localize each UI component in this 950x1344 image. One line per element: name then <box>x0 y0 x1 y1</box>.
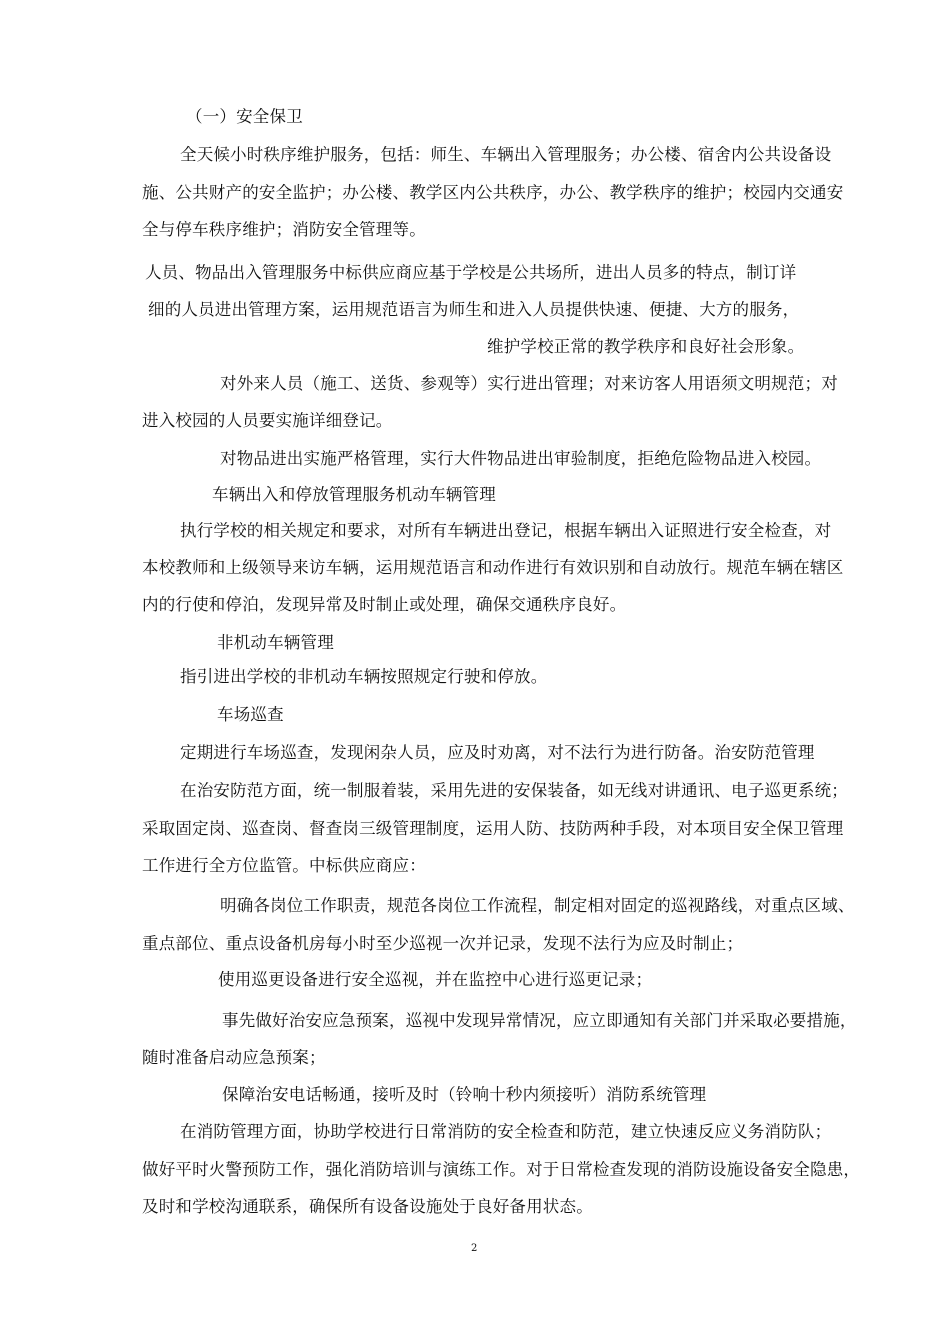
paragraph-line: 随时准备启动应急预案； <box>142 1048 326 1067</box>
paragraph-line: 保障治安电话畅通，接听及时（铃响十秒内须接听）消防系统管理 <box>222 1085 707 1104</box>
paragraph-line: 细的人员进出管理方案，运用规范语言为师生和进入人员提供快速、便捷、大方的服务， <box>148 300 800 319</box>
paragraph-line: 全与停车秩序维护；消防安全管理等。 <box>142 220 426 239</box>
paragraph-line: 进入校园的人员要实施详细登记。 <box>142 411 393 430</box>
paragraph-line: 维护学校正常的教学秩序和良好社会形象。 <box>487 337 805 356</box>
paragraph-line: 指引进出学校的非机动车辆按照规定行驶和停放。 <box>180 667 548 686</box>
paragraph-line: 做好平时火警预防工作，强化消防培训与演练工作。对于日常检查发现的消防设施设备安全隐患， <box>142 1160 861 1179</box>
subsection-heading: 车辆出入和停放管理服务机动车辆管理 <box>212 485 496 504</box>
paragraph-line: 及时和学校沟通联系，确保所有设备设施处于良好备用状态。 <box>142 1197 593 1216</box>
paragraph-line: 使用巡更设备进行安全巡视，并在监控中心进行巡更记录； <box>218 970 653 989</box>
paragraph-line: 重点部位、重点设备机房每小时至少巡视一次并记录，发现不法行为应及时制止； <box>142 934 744 953</box>
subsection-heading: 车场巡查 <box>217 705 284 724</box>
paragraph-line: 事先做好治安应急预案，巡视中发现异常情况，应立即通知有关部门并采取必要措施， <box>222 1011 857 1030</box>
subsection-heading: 非机动车辆管理 <box>217 633 334 652</box>
paragraph-line: 全天候小时秩序维护服务，包括：师生、车辆出入管理服务；办公楼、宿舍内公共设备设 <box>180 145 832 164</box>
paragraph-line: 工作进行全方位监管。中标供应商应： <box>142 856 426 875</box>
paragraph-line: 施、公共财产的安全监护；办公楼、教学区内公共秩序，办公、教学秩序的维护；校园内交通安 <box>142 183 844 202</box>
paragraph-line: 定期进行车场巡查，发现闲杂人员，应及时劝离，对不法行为进行防备。治安防范管理 <box>180 743 815 762</box>
paragraph-line: 本校教师和上级领导来访车辆，运用规范语言和动作进行有效识别和自动放行。规范车辆在辖区 <box>142 558 844 577</box>
paragraph-line: 内的行使和停泊，发现异常及时制止或处理，确保交通秩序良好。 <box>142 595 627 614</box>
paragraph-line: 在消防管理方面，协助学校进行日常消防的安全检查和防范，建立快速反应义务消防队； <box>180 1122 832 1141</box>
paragraph-line: 执行学校的相关规定和要求，对所有车辆进出登记，根据车辆出入证照进行安全检查，对 <box>180 521 832 540</box>
section-heading: （一）安全保卫 <box>186 107 303 126</box>
paragraph-line: 人员、物品出入管理服务中标供应商应基于学校是公共场所，进出人员多的特点，制订详 <box>145 263 797 282</box>
paragraph-line: 采取固定岗、巡查岗、督查岗三级管理制度，运用人防、技防两种手段，对本项目安全保卫管理 <box>142 819 844 838</box>
paragraph-line: 在治安防范方面，统一制服着装，采用先进的安保装备，如无线对讲通讯、电子巡更系统； <box>180 781 848 800</box>
paragraph-line: 对外来人员（施工、送货、参观等）实行进出管理；对来访客人用语须文明规范；对 <box>220 374 838 393</box>
page-number: 2 <box>471 1243 478 1254</box>
paragraph-line: 明确各岗位工作职责，规范各岗位工作流程，制定相对固定的巡视路线，对重点区域、 <box>220 896 855 915</box>
paragraph-line: 对物品进出实施严格管理，实行大件物品进出审验制度，拒绝危险物品进入校园。 <box>220 449 822 468</box>
